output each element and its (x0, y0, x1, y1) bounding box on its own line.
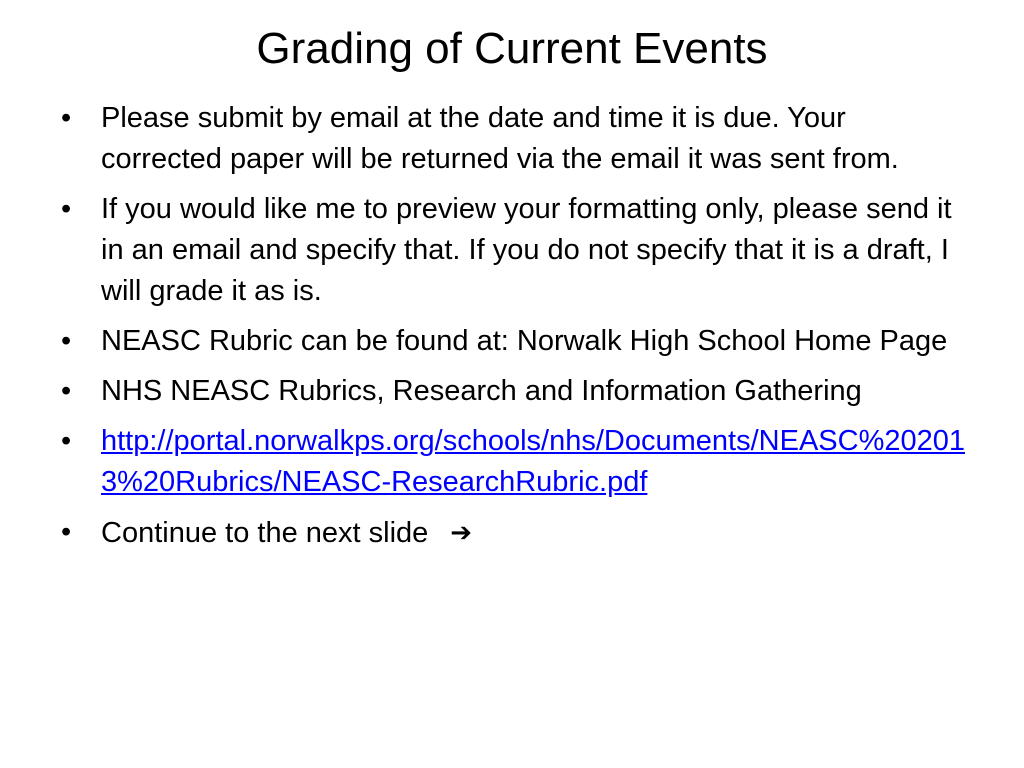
submit-instructions-text: Please submit by email at the date and time it is due. Your corrected paper will be returned via the email it was sent from. (101, 102, 899, 175)
continue-line (101, 512, 970, 554)
bullet-icon: • (61, 516, 72, 548)
bullet-icon: • (61, 325, 72, 357)
bullet-icon: • (61, 102, 72, 134)
rubric-location-text: NEASC Rubric can be found at: Norwalk High School Home Page (101, 325, 948, 357)
continue-text: Continue to the next slide (101, 517, 429, 549)
bullet-icon: • (61, 425, 72, 457)
bullet-list (60, 98, 970, 563)
rubric-link-wrapper (101, 421, 970, 503)
list-item (60, 371, 970, 412)
slide-title: Grading of Current Events (256, 24, 768, 73)
list-item (60, 512, 970, 554)
list-item (60, 189, 970, 312)
bullet-icon: • (61, 193, 72, 225)
preview-formatting-text: If you would like me to preview your formatting only, please send it in an email and specify that. If you do not specify that it is a draft, I will grade it as is. (101, 193, 952, 307)
list-item (60, 421, 970, 503)
rubric-path-text: NHS NEASC Rubrics, Research and Information Gathering (101, 375, 862, 407)
rubric-pdf-link[interactable]: http://portal.norwalkps.org/schools/nhs/Documents/NEASC%202013%20Rubrics/NEASC-ResearchRubric.pdf (101, 425, 965, 498)
list-item (60, 98, 970, 180)
list-item (60, 321, 970, 362)
bullet-icon: • (61, 375, 72, 407)
right-arrow-icon: ➔ (450, 517, 473, 547)
